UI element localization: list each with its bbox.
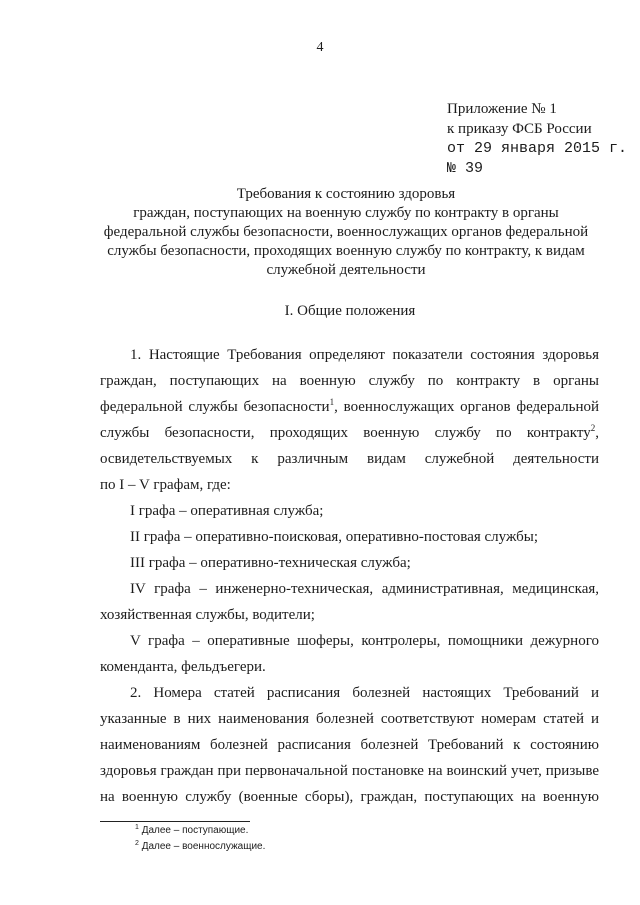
graf-item: IV графа – инженерно-техническая, административная, медицинская,	[130, 581, 599, 597]
text-line: 1. Настоящие Требования определяют показатели состояния здоровья	[130, 347, 599, 363]
text-line: граждан, поступающих на военную службу по контракту в органы	[100, 373, 599, 389]
graf-item: V графа – оперативные шоферы, контролеры, помощники дежурного	[130, 633, 599, 649]
appendix-line: к приказу ФСБ России	[447, 121, 592, 137]
footnote-text: Далее – военнослужащие.	[141, 841, 266, 852]
paragraph-1	[100, 342, 599, 498]
footnote-text: Далее – поступающие.	[141, 825, 249, 836]
text-line	[100, 394, 599, 420]
text-line: по I – V графам, где:	[100, 477, 231, 493]
text-line: освидетельствуемых к различным видам служебной деятельности	[100, 451, 599, 467]
appendix-order-number: № 39	[447, 160, 484, 177]
title-line: Требования к состоянию здоровья	[236, 186, 456, 202]
footnote-ref-2: 2	[590, 423, 596, 433]
appendix-header	[447, 99, 627, 179]
footnote-mark: 2	[135, 840, 139, 847]
graf-item-continued: коменданта, фельдъегери.	[100, 659, 266, 675]
appendix-date: от 29 января 2015 г.	[447, 140, 628, 157]
appendix-line: Приложение № 1	[447, 101, 557, 117]
text-fragment: службы безопасности, проходящих военную службу по контракту	[100, 425, 591, 441]
title-line: службы безопасности, проходящих военную службу по контракту, к видам	[107, 243, 585, 259]
title-line: граждан, поступающих на военную службу по контракту в органы	[133, 205, 559, 221]
text-fragment: ,	[595, 425, 599, 441]
title-line: служебной деятельности	[266, 262, 426, 278]
footnote-1	[135, 823, 265, 839]
text-line: указанные в них наименования болезней соответствуют номерам статей и	[100, 711, 599, 727]
text-line: наименованиям болезней расписания болезней Требований к состоянию	[100, 737, 599, 753]
footnotes	[135, 823, 265, 855]
graf-item: II графа – оперативно-поисковая, оперативно-постовая службы;	[130, 529, 538, 545]
section-heading: I. Общие положения	[284, 303, 416, 319]
footnote-mark: 1	[135, 824, 139, 831]
text-fragment: федеральной службы безопасности	[100, 399, 330, 415]
paragraph-2	[100, 680, 599, 810]
graf-item: III графа – оперативно-техническая служба;	[130, 555, 411, 571]
footnote-divider	[100, 821, 250, 822]
text-fragment: , военнослужащих органов федеральной	[334, 399, 599, 415]
text-line: здоровья граждан при первоначальной постановке на воинский учет, призыве	[100, 763, 599, 779]
grafs-list	[100, 498, 599, 680]
graf-item: I графа – оперативная служба;	[130, 503, 324, 519]
title-line: федеральной службы безопасности, военнослужащих органов федеральной	[103, 224, 589, 240]
text-line	[100, 420, 599, 446]
footnote-ref-1: 1	[329, 397, 335, 407]
document-title	[90, 185, 602, 280]
text-line: 2. Номера статей расписания болезней настоящих Требований и	[130, 685, 599, 701]
graf-item-continued: хозяйственная службы, водители;	[100, 607, 315, 623]
text-line: на военную службу (военные сборы), граждан, поступающих на военную	[100, 789, 599, 805]
page-number: 4	[316, 40, 324, 55]
footnote-2	[135, 839, 265, 855]
